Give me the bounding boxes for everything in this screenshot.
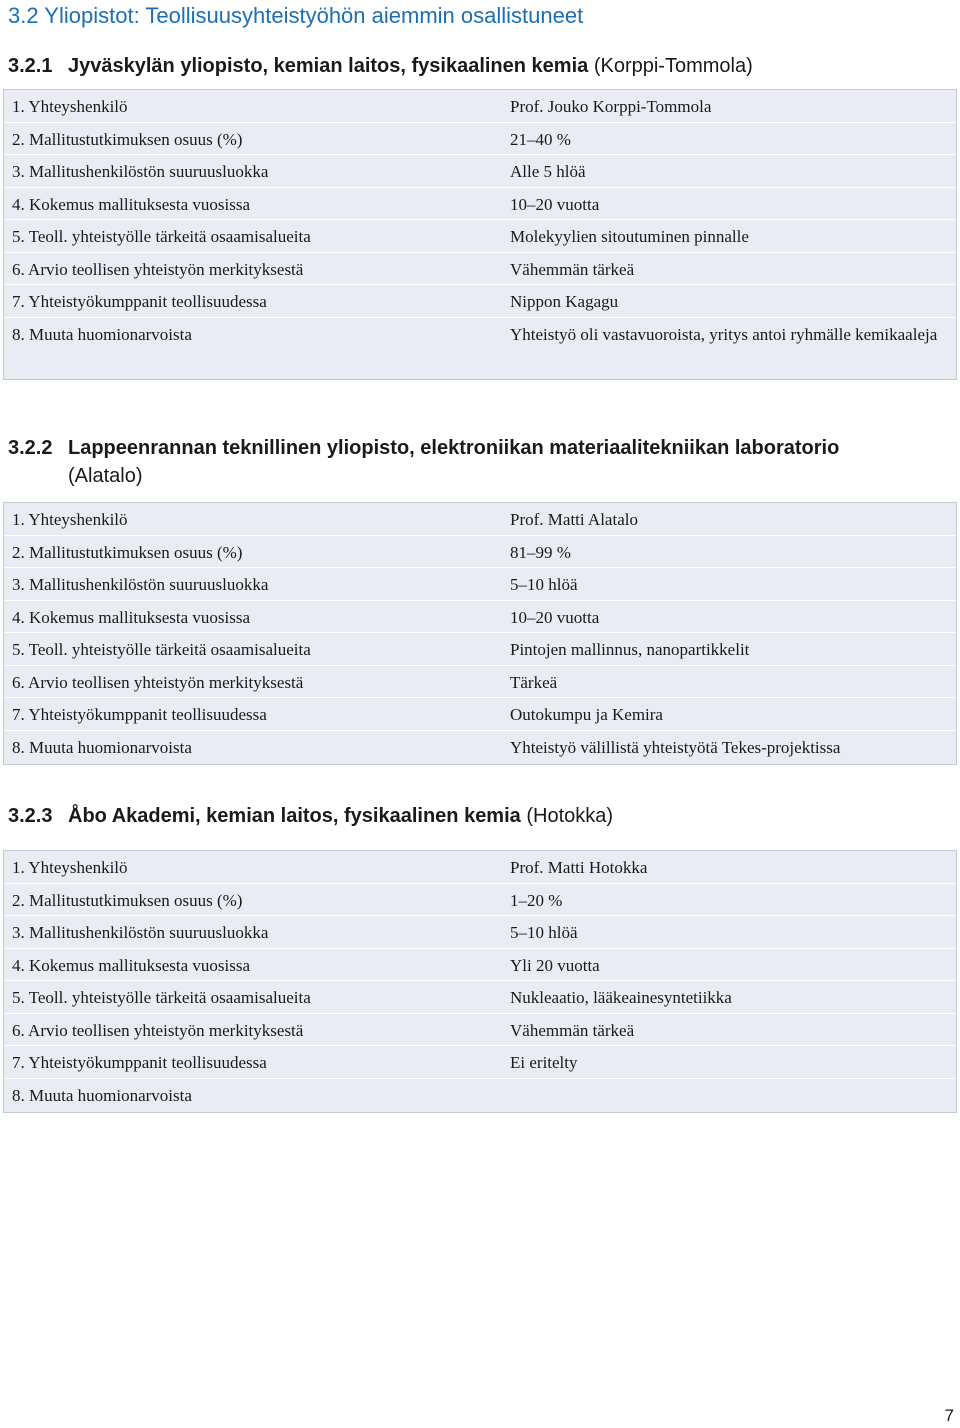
table-row — [4, 1079, 956, 1112]
table-row — [4, 949, 956, 982]
row-value: 81–99 % — [510, 542, 571, 562]
row-label: 2. Mallitustutkimuksen osuus (%) — [12, 542, 243, 562]
table-row — [4, 666, 956, 699]
table-row — [4, 568, 956, 601]
row-value: Nippon Kagagu — [510, 292, 619, 311]
row-label: 8. Muuta huomionarvoista — [12, 1085, 192, 1105]
row-value: Yli 20 vuotta — [510, 955, 600, 975]
section-author: (Alatalo) — [68, 465, 143, 487]
row-value — [500, 1079, 956, 1112]
row-label: 7. Yhteistyökumppanit teollisuudessa — [12, 292, 267, 311]
section-number: 3.2.1 — [8, 55, 53, 77]
row-label: 2. Mallitustutkimuksen osuus (%) — [12, 890, 243, 910]
row-label: 4. Kokemus mallituksesta vuosissa — [12, 955, 250, 975]
row-value: Outokumpu ja Kemira — [510, 705, 663, 724]
table-row — [4, 731, 956, 764]
row-label: 1. Yhteyshenkilö — [12, 510, 128, 529]
row-value: Vähemmän tärkeä — [510, 1020, 635, 1040]
row-label: 6. Arvio teollisen yhteistyön merkityksestä — [12, 259, 304, 279]
table-row — [4, 188, 956, 221]
row-label: 8. Muuta huomionarvoista — [12, 737, 192, 757]
row-value: Molekyylien sitoutuminen pinnalle — [510, 227, 749, 246]
info-table-3-2-1 — [3, 89, 957, 380]
row-value: Nukleaatio, lääkeainesyntetiikka — [510, 988, 732, 1007]
section-heading-3-2-2 — [8, 434, 839, 490]
row-label: 6. Arvio teollisen yhteistyön merkityksestä — [12, 1020, 304, 1040]
table-row — [4, 981, 956, 1014]
row-value: 21–40 % — [510, 129, 571, 149]
row-label: 7. Yhteistyökumppanit teollisuudessa — [12, 1053, 267, 1072]
row-value: 5–10 hlöä — [510, 923, 578, 942]
section-title: Jyväskylän yliopisto, kemian laitos, fysikaalinen kemia — [68, 55, 589, 77]
table-row — [4, 318, 956, 370]
table-row — [4, 601, 956, 634]
table-row — [4, 536, 956, 569]
table-row — [4, 90, 956, 123]
info-table-3-2-3 — [3, 850, 957, 1113]
table-row — [4, 503, 956, 536]
table-row — [4, 220, 956, 253]
row-value: 10–20 vuotta — [510, 194, 600, 214]
row-label: 2. Mallitustutkimuksen osuus (%) — [12, 129, 243, 149]
row-value: Prof. Jouko Korppi-Tommola — [510, 97, 712, 116]
row-label: 3. Mallitushenkilöstön suuruusluokka — [12, 162, 269, 181]
section-number: 3.2.3 — [8, 805, 53, 827]
section-author: (Korppi-Tommola) — [593, 55, 753, 77]
row-label: 1. Yhteyshenkilö — [12, 858, 128, 877]
section-heading-3-2-1 — [8, 52, 753, 80]
row-value: 5–10 hlöä — [510, 575, 578, 594]
table-row — [4, 155, 956, 188]
row-label: 5. Teoll. yhteistyölle tärkeitä osaamisalueita — [12, 988, 311, 1007]
row-label: 3. Mallitushenkilöstön suuruusluokka — [12, 923, 269, 942]
page-title: 3.2 Yliopistot: Teollisuusyhteistyöhön aiemmin osallistuneet — [8, 3, 584, 28]
row-label: 8. Muuta huomionarvoista — [12, 324, 192, 344]
row-label: 4. Kokemus mallituksesta vuosissa — [12, 194, 250, 214]
row-value: Alle 5 hlöä — [510, 162, 586, 181]
row-label: 1. Yhteyshenkilö — [12, 97, 128, 116]
table-row — [4, 916, 956, 949]
row-value: Yhteistyö välillistä yhteistyötä Tekes-projektissa — [510, 737, 841, 757]
info-table-3-2-2 — [3, 502, 957, 765]
section-number: 3.2.2 — [8, 437, 53, 459]
row-value: Ei eritelty — [510, 1053, 578, 1072]
row-value: 10–20 vuotta — [510, 607, 600, 627]
row-value: Prof. Matti Alatalo — [510, 510, 638, 529]
row-value: Pintojen mallinnus, nanopartikkelit — [510, 640, 750, 659]
row-value: 1–20 % — [510, 890, 563, 910]
row-value: Tärkeä — [510, 672, 558, 692]
table-row — [4, 123, 956, 156]
page-number: 7 — [944, 1406, 954, 1425]
section-author: (Hotokka) — [526, 805, 614, 827]
table-row — [4, 253, 956, 286]
table-row — [4, 698, 956, 731]
row-label: 3. Mallitushenkilöstön suuruusluokka — [12, 575, 269, 594]
section-heading-3-2-3 — [8, 802, 613, 830]
row-value: Prof. Matti Hotokka — [510, 858, 648, 877]
table-row — [4, 633, 956, 666]
section-title: Lappeenrannan teknillinen yliopisto, elektroniikan materiaalitekniikan laboratorio — [68, 437, 840, 459]
section-title: Åbo Akademi, kemian laitos, fysikaalinen kemia — [68, 805, 521, 827]
row-label: 7. Yhteistyökumppanit teollisuudessa — [12, 705, 267, 724]
row-value: Vähemmän tärkeä — [510, 259, 635, 279]
table-row — [4, 851, 956, 884]
row-label: 4. Kokemus mallituksesta vuosissa — [12, 607, 250, 627]
row-label: 5. Teoll. yhteistyölle tärkeitä osaamisalueita — [12, 227, 311, 246]
row-label: 5. Teoll. yhteistyölle tärkeitä osaamisalueita — [12, 640, 311, 659]
table-row — [4, 285, 956, 318]
row-label: 6. Arvio teollisen yhteistyön merkityksestä — [12, 672, 304, 692]
row-value: Yhteistyö oli vastavuoroista, yritys antoi ryhmälle kemikaaleja — [510, 324, 938, 344]
table-row — [4, 1014, 956, 1047]
table-row — [4, 1046, 956, 1079]
table-row — [4, 884, 956, 917]
